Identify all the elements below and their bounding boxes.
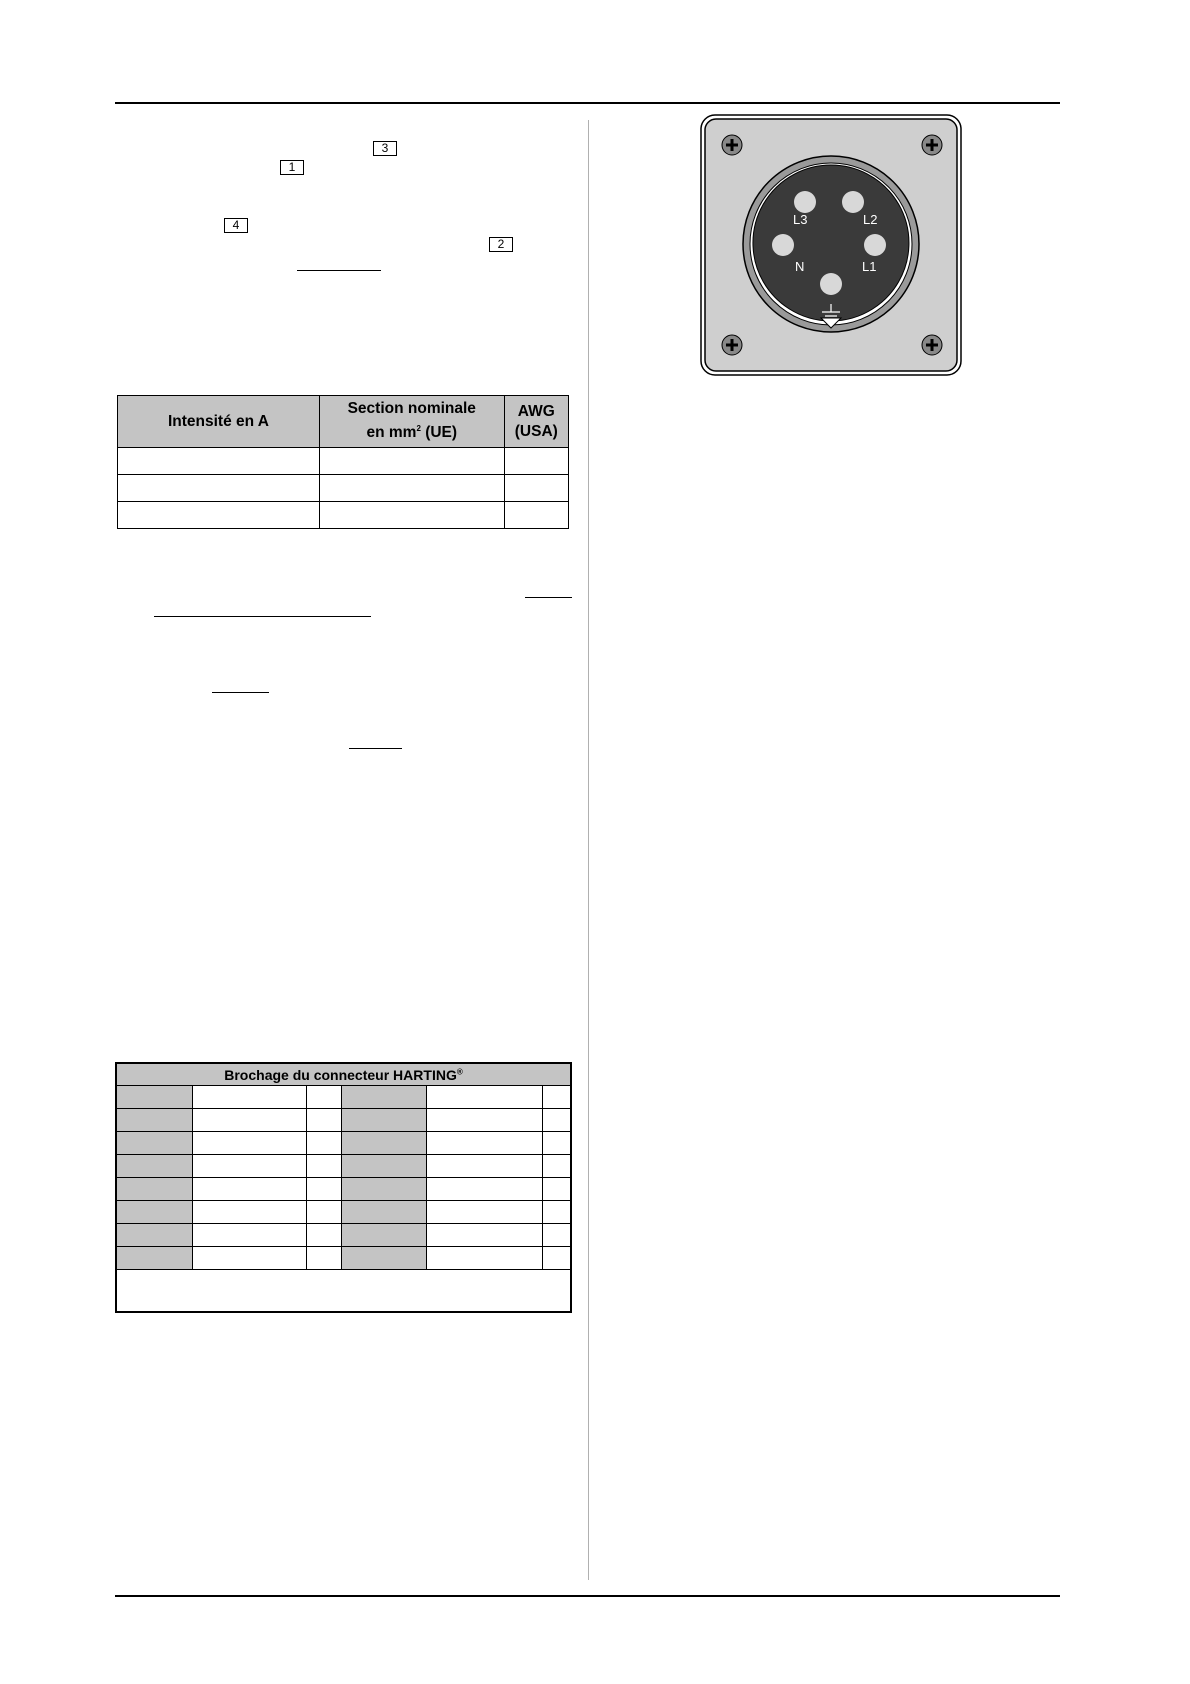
table-cell — [306, 1201, 342, 1224]
table-cell — [306, 1178, 342, 1201]
table-cell — [116, 1224, 192, 1247]
table-row — [118, 475, 569, 502]
table-cell — [192, 1109, 306, 1132]
table-footer-row — [116, 1270, 571, 1313]
reference-marker-1: 1 — [280, 160, 304, 175]
table-cell — [427, 1178, 543, 1201]
table-cell — [504, 502, 568, 529]
table-cell — [543, 1224, 571, 1247]
connector-svg — [700, 114, 962, 376]
table-row — [116, 1178, 571, 1201]
header-awg-line1: AWG — [517, 402, 555, 420]
table-cell — [427, 1086, 543, 1109]
table-cell — [342, 1178, 427, 1201]
reference-marker-2: 2 — [489, 237, 513, 252]
table-row — [116, 1224, 571, 1247]
pin-l1 — [864, 234, 886, 256]
registered-mark: ® — [456, 1066, 463, 1076]
table-cell — [306, 1086, 342, 1109]
underline-mark — [349, 748, 402, 749]
pin-l2 — [842, 191, 864, 213]
table-cell — [543, 1201, 571, 1224]
table-cell — [116, 1086, 192, 1109]
table-cell — [427, 1201, 543, 1224]
table-cell — [192, 1247, 306, 1270]
underline-mark — [525, 597, 572, 598]
table-cell — [342, 1247, 427, 1270]
table-cell — [319, 448, 504, 475]
table-cell — [116, 1109, 192, 1132]
table-cell — [306, 1132, 342, 1155]
table-cell — [192, 1201, 306, 1224]
table-cell — [543, 1155, 571, 1178]
table-cell — [342, 1086, 427, 1109]
table-cell — [427, 1247, 543, 1270]
header-section-sup: 2 — [416, 424, 421, 434]
table-cell — [116, 1155, 192, 1178]
table-cell — [118, 475, 320, 502]
underline-mark — [212, 692, 269, 693]
pin-n — [772, 234, 794, 256]
table-cell — [192, 1086, 306, 1109]
table-cell — [427, 1109, 543, 1132]
table-cell — [543, 1178, 571, 1201]
header-section — [319, 396, 504, 448]
table-cell — [543, 1132, 571, 1155]
underline-mark — [297, 270, 381, 271]
table-title-row — [116, 1063, 571, 1086]
table-cell — [504, 448, 568, 475]
table-header-row — [118, 396, 569, 448]
table-cell — [116, 1247, 192, 1270]
screw-icon — [922, 335, 942, 355]
harting-table-body — [116, 1086, 571, 1270]
table-cell — [192, 1132, 306, 1155]
harting-title-text: Brochage du connecteur HARTING — [224, 1066, 457, 1083]
table-cell — [319, 475, 504, 502]
table-cell — [543, 1109, 571, 1132]
bottom-rule — [115, 1595, 1060, 1597]
table-row — [118, 448, 569, 475]
reference-marker-4: 4 — [224, 218, 248, 233]
pin-label-l1: L1 — [862, 259, 877, 274]
harting-pinout-table — [115, 1062, 572, 1313]
table-cell — [342, 1224, 427, 1247]
table-cell — [116, 1201, 192, 1224]
header-section-line2a: en mm — [366, 424, 417, 442]
pin-ground — [820, 273, 842, 295]
table-cell — [319, 502, 504, 529]
table-row — [116, 1247, 571, 1270]
table-row — [116, 1201, 571, 1224]
table-cell — [306, 1155, 342, 1178]
table-cell — [116, 1132, 192, 1155]
table-cell — [192, 1178, 306, 1201]
table-cell — [342, 1109, 427, 1132]
screw-icon — [922, 135, 942, 155]
table-cell — [116, 1178, 192, 1201]
table-row — [116, 1155, 571, 1178]
table-cell — [306, 1109, 342, 1132]
reference-marker-3: 3 — [373, 141, 397, 156]
header-awg — [504, 396, 568, 448]
table-row — [118, 502, 569, 529]
table-cell — [543, 1247, 571, 1270]
header-awg-line2: (USA) — [514, 422, 558, 440]
table-cell — [306, 1224, 342, 1247]
top-rule — [115, 102, 1060, 104]
table-footer-cell — [116, 1270, 571, 1313]
table-cell — [118, 502, 320, 529]
cable-section-table — [117, 395, 569, 529]
table-cell — [192, 1155, 306, 1178]
table-cell — [342, 1201, 427, 1224]
table-cell — [118, 448, 320, 475]
header-section-line2b: (UE) — [420, 424, 458, 442]
harting-table-title — [116, 1063, 571, 1086]
table-row — [116, 1086, 571, 1109]
pin-l3 — [794, 191, 816, 213]
table-row — [116, 1109, 571, 1132]
table-cell — [192, 1224, 306, 1247]
connector-diagram — [700, 114, 962, 376]
table-cell — [427, 1132, 543, 1155]
screw-icon — [722, 135, 742, 155]
header-section-line1: Section nominale — [347, 400, 476, 418]
pin-label-n: N — [795, 259, 805, 274]
table-cell — [306, 1247, 342, 1270]
pin-label-l2: L2 — [863, 212, 878, 227]
column-divider — [588, 120, 589, 1580]
table-cell — [342, 1155, 427, 1178]
header-intensity: Intensité en A — [118, 396, 320, 448]
table-row — [116, 1132, 571, 1155]
table-cell — [427, 1224, 543, 1247]
pin-label-l3: L3 — [793, 212, 808, 227]
screw-icon — [722, 335, 742, 355]
table-cell — [504, 475, 568, 502]
underline-mark — [154, 616, 371, 617]
table-cell — [543, 1086, 571, 1109]
table-cell — [342, 1132, 427, 1155]
table-cell — [427, 1155, 543, 1178]
